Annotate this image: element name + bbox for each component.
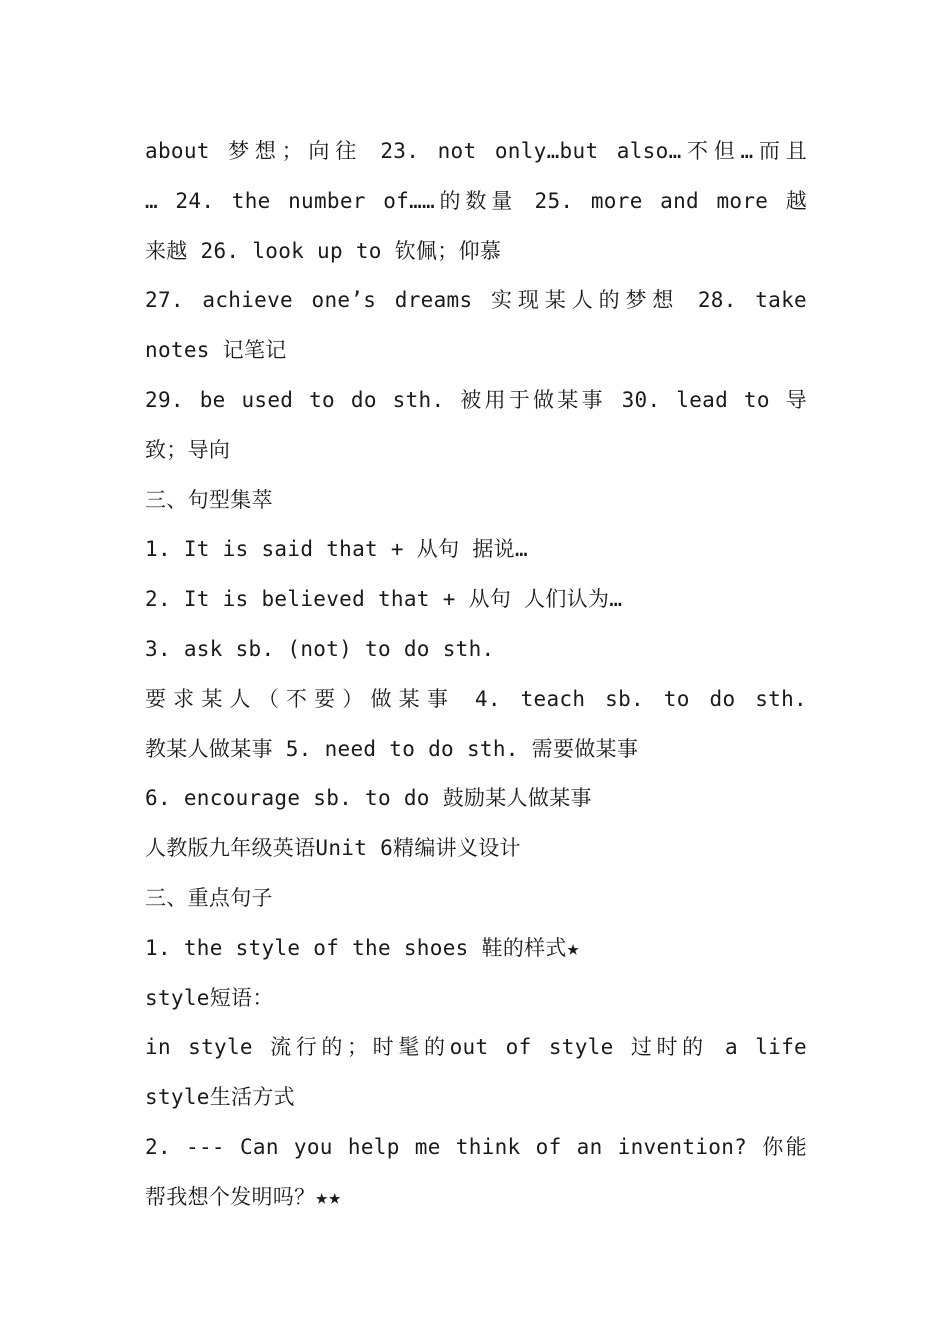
- text-line: notes 记笔记: [145, 338, 287, 363]
- text-line: 来越 26. look up to 钦佩；仰慕: [145, 238, 502, 263]
- text-line: 27. achieve one’s dreams 实现某人的梦想 28. take: [145, 288, 807, 313]
- text-line: 要求某人（不要）做某事 4. teach sb. to do sth.: [145, 686, 807, 711]
- text-line: in style 流行的；时髦的out of style 过时的 a life: [145, 1035, 807, 1060]
- section-heading: 三、句型集萃: [145, 487, 273, 512]
- text-line: … 24. the number of……的数量 25. more and more 越: [145, 188, 807, 213]
- text-line: 29. be used to do sth. 被用于做某事 30. lead to 导: [145, 387, 807, 412]
- text-line: style短语：: [145, 985, 274, 1010]
- text-line: about 梦想；向往 23. not only…but also…不但…而且: [145, 139, 807, 163]
- text-line: 3. ask sb. (not) to do sth.: [145, 636, 495, 661]
- document-title-line: 人教版九年级英语Unit 6精编讲义设计: [145, 836, 521, 861]
- text-line: 帮我想个发明吗？★★: [145, 1184, 342, 1209]
- text-line: 致；导向: [145, 437, 231, 462]
- text-line: 2. --- Can you help me think of an invention? 你能: [145, 1134, 807, 1159]
- text-line: 1. It is said that + 从句 据说…: [145, 537, 528, 562]
- text-line: 6. encourage sb. to do 鼓励某人做某事: [145, 786, 592, 811]
- text-line: 教某人做某事 5. need to do sth. 需要做某事: [145, 736, 639, 761]
- text-line: style生活方式: [145, 1085, 295, 1110]
- document-body: [145, 127, 807, 1223]
- text-line: 1. the style of the shoes 鞋的样式★: [145, 935, 580, 960]
- text-line: 2. It is believed that + 从句 人们认为…: [145, 587, 623, 612]
- section-heading: 三、重点句子: [145, 885, 273, 910]
